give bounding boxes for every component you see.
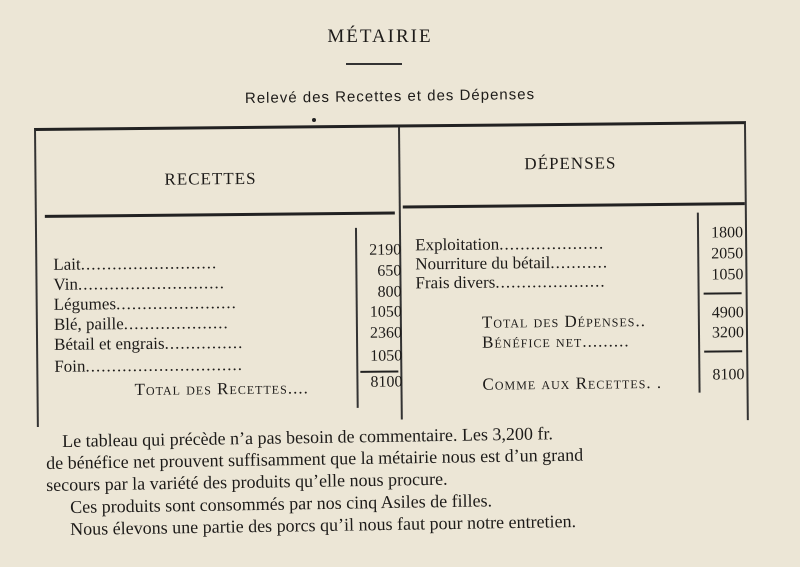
depenses-total-rule bbox=[704, 350, 742, 352]
recettes-row: Blé, paille.................... bbox=[53, 313, 229, 334]
depenses-amount: 1800 bbox=[710, 224, 744, 242]
paragraph-line: de bénéfice net prouvent suffisamment que la métairie nous est d’un grand bbox=[46, 444, 584, 473]
depenses-total: 4900 bbox=[711, 304, 744, 322]
recettes-amount: 1050 bbox=[369, 303, 402, 321]
recettes-label: Légumes bbox=[53, 294, 117, 314]
recettes-label: Bétail et engrais bbox=[53, 333, 165, 354]
recettes-row: Foin.............................. bbox=[54, 355, 244, 376]
depenses-label: Frais divers bbox=[415, 272, 496, 293]
depenses-row: Exploitation.................... bbox=[415, 233, 605, 255]
recettes-label: Blé, paille bbox=[53, 314, 124, 334]
depenses-label: Nourriture du bétail bbox=[415, 253, 551, 274]
recettes-amount: 800 bbox=[377, 283, 402, 301]
page-title: MÉTAIRIE bbox=[327, 26, 433, 47]
depenses-subtotal-rule bbox=[704, 292, 742, 294]
ornament-dot bbox=[312, 118, 316, 122]
recettes-header: RECETTES bbox=[164, 168, 257, 189]
depenses-amount: 1050 bbox=[711, 266, 744, 284]
recettes-label: Vin bbox=[53, 274, 79, 294]
depenses-header: DÉPENSES bbox=[524, 153, 617, 174]
paragraph-line: Ces produits sont consommés par nos cinq Asiles de filles. bbox=[70, 490, 493, 517]
recettes-amount: 2360 bbox=[369, 324, 403, 342]
depenses-amount: 2050 bbox=[711, 245, 744, 263]
paragraph-line: secours par la variété des produits qu’elle nous procure. bbox=[46, 468, 448, 495]
depenses-header-rule bbox=[403, 202, 745, 208]
comme-label: Comme aux Recettes. . bbox=[482, 372, 663, 394]
comme-amount: 8100 bbox=[712, 366, 745, 384]
recettes-amount: 1050 bbox=[370, 347, 403, 365]
recettes-total-rule bbox=[360, 371, 398, 373]
recettes-header-rule bbox=[45, 212, 395, 218]
recettes-total: 8100 bbox=[370, 373, 403, 391]
benefice-amount: 3200 bbox=[711, 324, 745, 342]
recettes-label: Foin bbox=[54, 356, 86, 376]
recettes-amount: 650 bbox=[377, 262, 402, 280]
paragraph-line: Nous élevons une partie des porcs qu’il nous faut pour notre entretien. bbox=[70, 511, 577, 539]
page-subtitle: Relevé des Recettes et des Dépenses bbox=[244, 85, 536, 108]
paragraph-line: Le tableau qui précède n’a pas besoin de commentaire. Les 3,200 fr. bbox=[62, 423, 554, 451]
benefice-row: Bénéfice net......... bbox=[481, 331, 630, 352]
depenses-row: Nourriture du bétail........... bbox=[415, 252, 609, 274]
title-rule bbox=[346, 63, 402, 65]
accounts-table bbox=[34, 121, 749, 427]
recettes-label: Lait bbox=[53, 254, 81, 274]
recettes-total-label: Total des Recettes.... bbox=[134, 378, 309, 400]
depenses-label: Exploitation bbox=[415, 234, 500, 255]
recettes-row: Bétail et engrais............... bbox=[53, 333, 244, 354]
recettes-row: Lait.......................... bbox=[53, 253, 218, 274]
depenses-row: Frais divers..................... bbox=[415, 271, 606, 293]
recettes-row: Vin............................ bbox=[53, 273, 226, 294]
recettes-row: Légumes....................... bbox=[53, 293, 237, 314]
benefice-label: Bénéfice net bbox=[481, 331, 583, 352]
recettes-amount: 2190 bbox=[369, 241, 402, 259]
depenses-total-label: Total des Dépenses.. bbox=[481, 311, 647, 332]
